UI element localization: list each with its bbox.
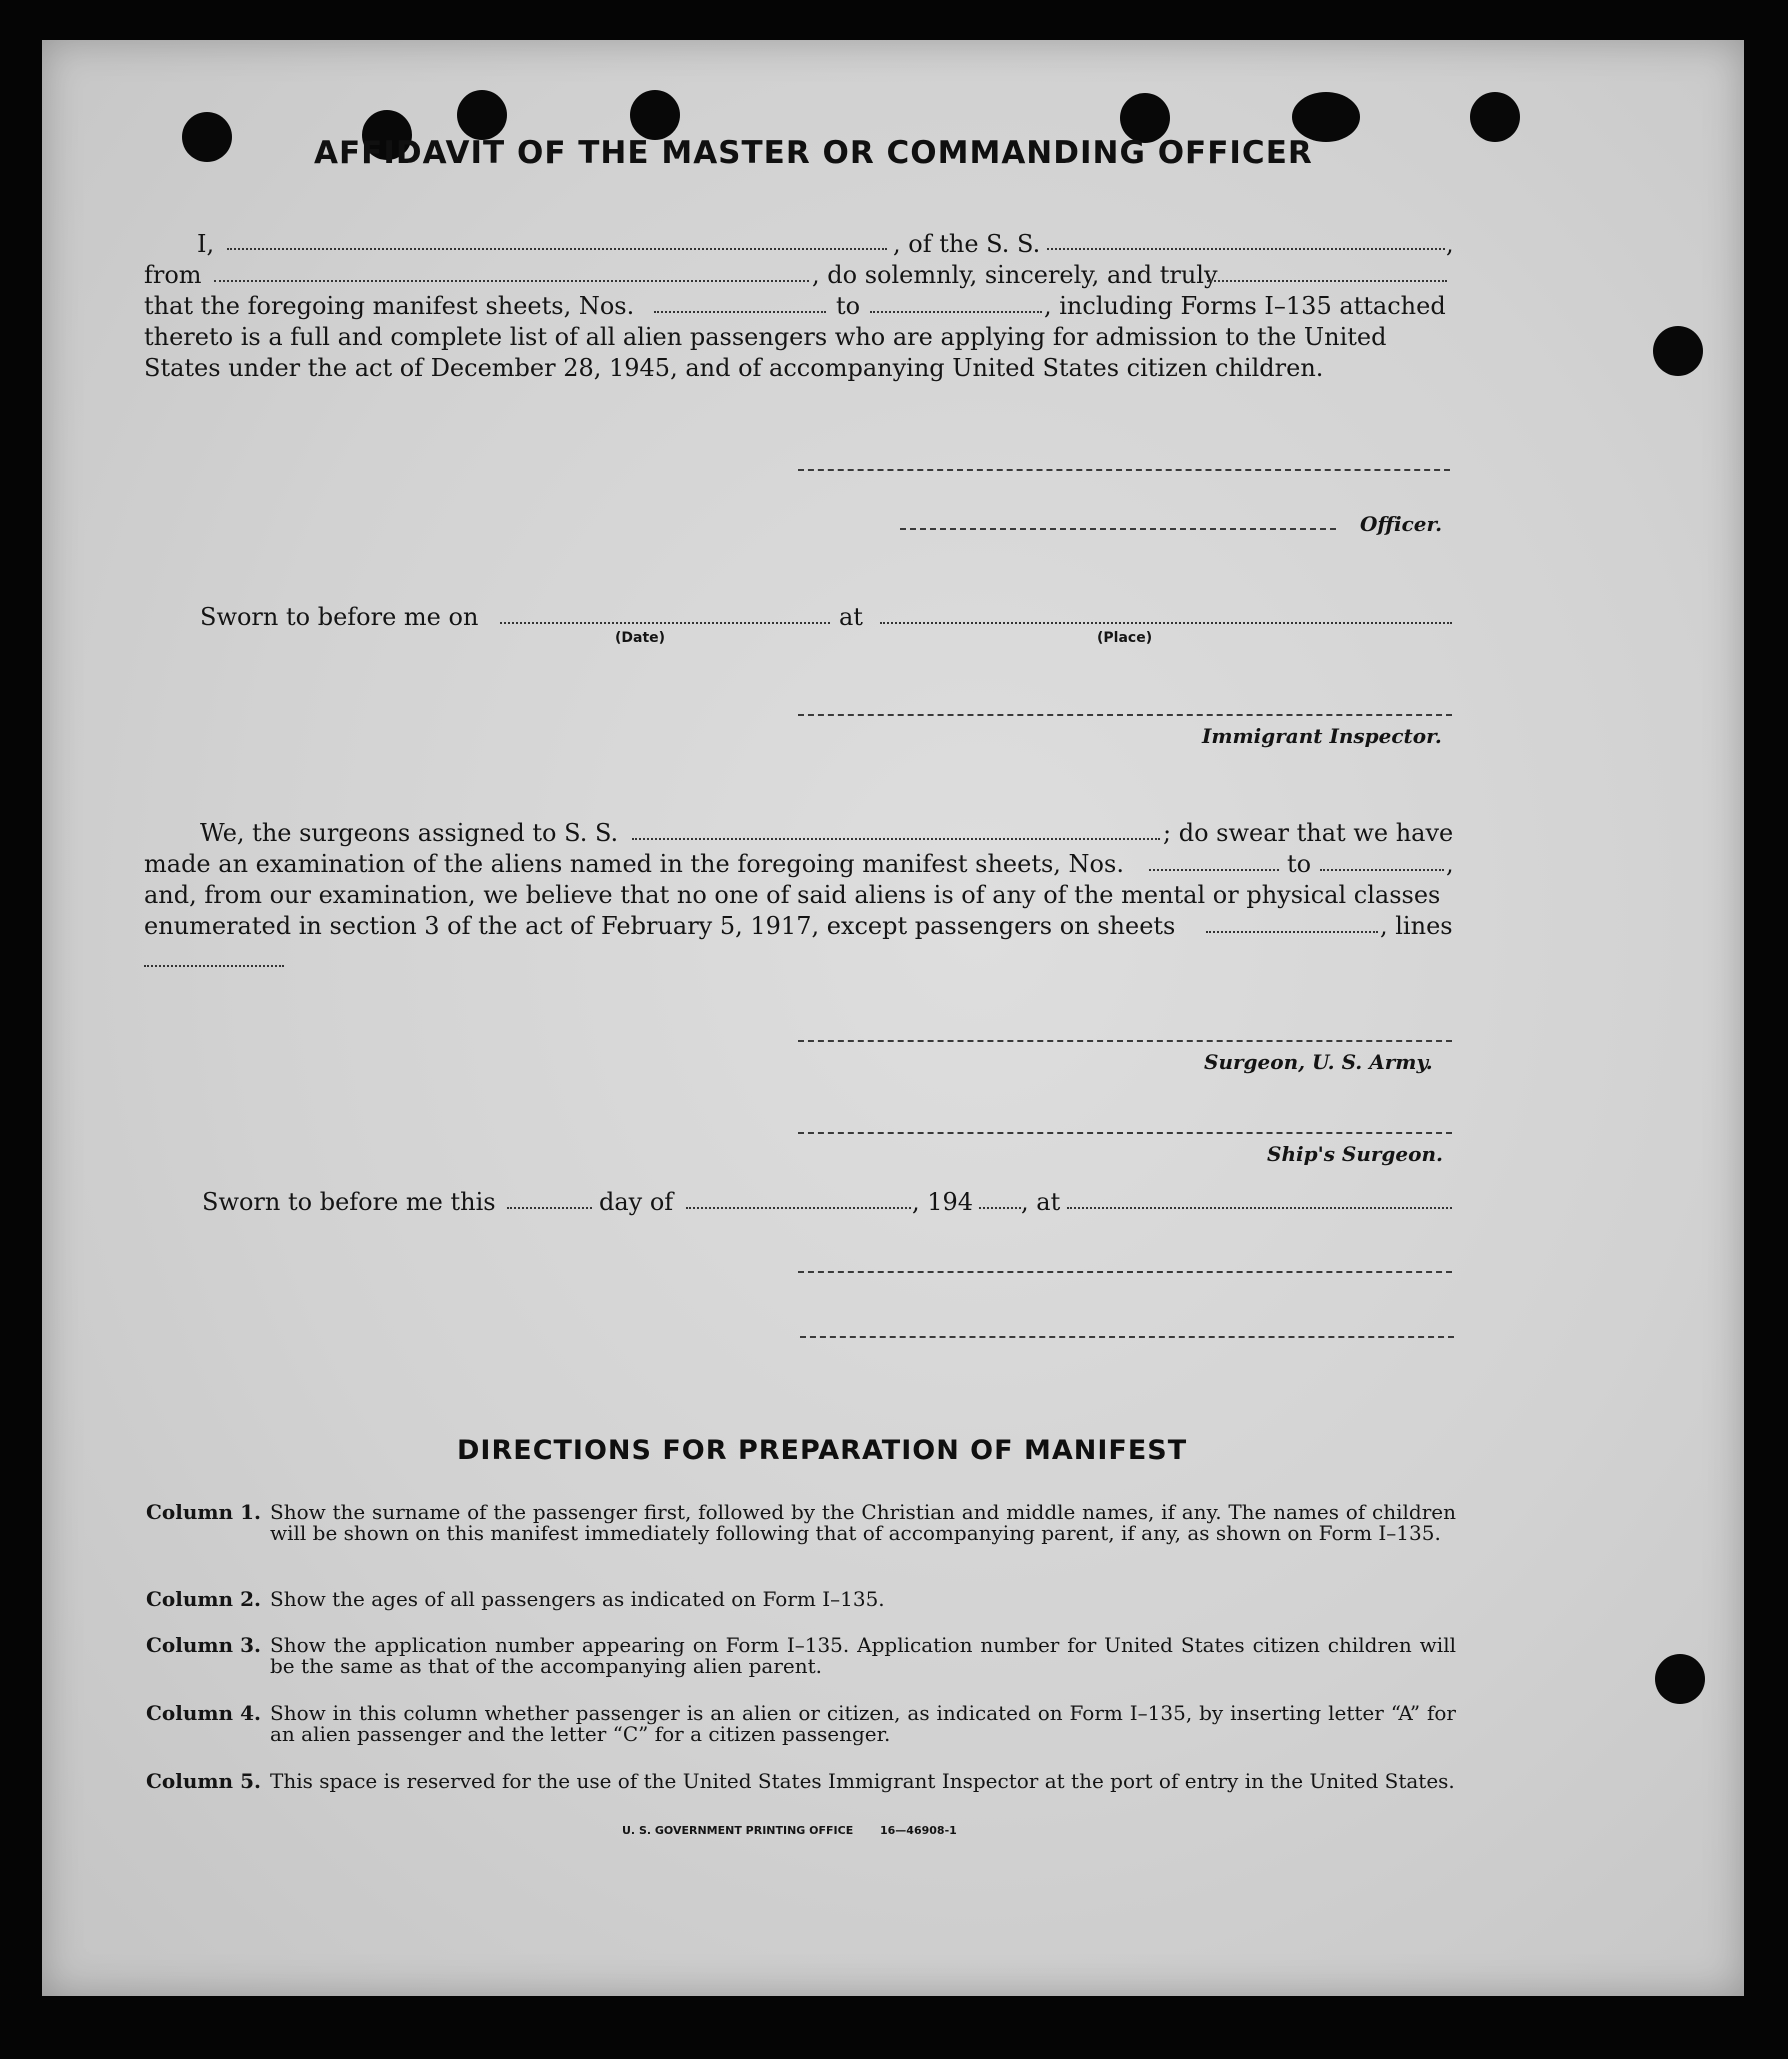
signature-line[interactable]	[800, 1336, 1454, 1338]
directions-title: DIRECTIONS FOR PREPARATION OF MANIFEST	[457, 1435, 1188, 1466]
sworn-date-field[interactable]	[500, 622, 830, 624]
manifest-nos-text: that the foregoing manifest sheets, Nos.	[144, 292, 635, 320]
affidavit-line: States under the act of December 28, 1945, and of accompanying United States citizen children.	[144, 354, 1324, 382]
sworn-place-field[interactable]	[880, 622, 1452, 624]
sheet-from-field[interactable]	[654, 311, 826, 313]
forms-text: , including Forms I–135 attached	[1044, 292, 1446, 320]
punch-hole	[630, 90, 680, 140]
column-label: Column 4.	[146, 1701, 261, 1725]
surgeons-line: enumerated in section 3 of the act of February 5, 1917, except passengers on sheets	[144, 912, 1176, 940]
sworn-at-place-field[interactable]	[1067, 1207, 1452, 1209]
printing-office: U. S. GOVERNMENT PRINTING OFFICE	[622, 1824, 854, 1837]
officer-signature-line[interactable]	[798, 469, 1450, 471]
ship-surgeon-signature-line[interactable]	[798, 1132, 1452, 1134]
column-label: Column 1.	[146, 1500, 261, 1524]
column-label: Column 3.	[146, 1633, 261, 1657]
surgeons-nos-text: made an examination of the aliens named in the foregoing manifest sheets, Nos.	[144, 850, 1124, 878]
sworn-day-field[interactable]	[507, 1207, 592, 1209]
oath-field[interactable]	[1207, 280, 1447, 282]
column-label: Column 5.	[146, 1769, 261, 1793]
to-label: to	[836, 292, 861, 320]
ship-name-field[interactable]	[1047, 248, 1445, 250]
ship-surgeon-caption: Ship's Surgeon.	[1267, 1142, 1443, 1166]
date-caption: (Date)	[615, 630, 666, 646]
place-caption: (Place)	[1097, 630, 1153, 646]
swear-text: ; do swear that we have	[1163, 819, 1454, 847]
comma: ,	[1446, 230, 1454, 258]
inspector-signature-line[interactable]	[798, 714, 1452, 716]
surgeons-text: We, the surgeons assigned to S. S.	[200, 819, 619, 847]
officer-title-line[interactable]	[900, 528, 1336, 530]
punch-hole	[1653, 326, 1703, 376]
surgeon-sheet-from-field[interactable]	[1149, 869, 1279, 871]
punch-hole	[457, 90, 507, 140]
affidavit-line: thereto is a full and complete list of all alien passengers who are applying for admission to the United	[144, 323, 1387, 351]
column-description: This space is reserved for the use of the United States Immigrant Inspector at the port of entry in the United States.	[270, 1769, 1455, 1793]
at-label: at	[839, 603, 863, 631]
officer-caption: Officer.	[1360, 512, 1443, 536]
sworn-label: Sworn to before me on	[200, 603, 479, 631]
sworn-at-label: , at	[1021, 1188, 1061, 1216]
sheet-to-field[interactable]	[870, 311, 1042, 313]
sworn-this-label: Sworn to before me this	[202, 1188, 496, 1216]
column-description: Show the application number appearing on Form I–135. Application number for United States citizen children will be the same as that of the accompanying alien parent.	[270, 1633, 1456, 1678]
from-port-field[interactable]	[214, 280, 809, 282]
column-description: Show in this column whether passenger is an alien or citizen, as indicated on Form I–135, by inserting letter “A” for an alien passenger and the letter “C” for a citizen passenger.	[270, 1701, 1456, 1746]
column-description: Show the surname of the passenger first, followed by the Christian and middle names, if any. The names of children will be shown on this manifest immediately following that of accompanying parent, if any, as shown on Form I–135.	[270, 1500, 1456, 1545]
surgeon-ship-field[interactable]	[632, 838, 1160, 840]
solemnly-text: , do solemnly, sincerely, and truly	[812, 261, 1218, 289]
master-name-field[interactable]	[227, 248, 887, 250]
sworn-month-field[interactable]	[686, 1207, 911, 1209]
surgeons-to-label: to	[1287, 850, 1312, 878]
punch-hole	[182, 112, 232, 162]
document-page	[42, 40, 1744, 1996]
punch-hole	[1655, 1654, 1705, 1704]
army-surgeon-signature-line[interactable]	[798, 1040, 1452, 1042]
surgeon-sheet-to-field[interactable]	[1320, 869, 1444, 871]
signature-line[interactable]	[798, 1271, 1452, 1273]
sworn-year-field[interactable]	[979, 1207, 1021, 1209]
day-of-label: day of	[599, 1188, 674, 1216]
of-ss-label: , of the S. S.	[893, 230, 1041, 258]
surgeons-line: and, from our examination, we believe that no one of said aliens is of any of the mental or physical classes	[144, 881, 1441, 909]
from-label: from	[144, 261, 202, 289]
affidavit-i-label: I,	[197, 230, 215, 258]
inspector-caption: Immigrant Inspector.	[1202, 724, 1442, 748]
army-surgeon-caption: Surgeon, U. S. Army.	[1204, 1050, 1433, 1074]
lines-label: , lines	[1380, 912, 1453, 940]
column-label: Column 2.	[146, 1587, 261, 1611]
form-code: 16—46908‑1	[880, 1824, 957, 1837]
page-title: AFFIDAVIT OF THE MASTER OR COMMANDING OFFICER	[314, 135, 1313, 171]
comma: ,	[1446, 850, 1454, 878]
punch-hole	[1470, 92, 1520, 142]
except-sheets-field[interactable]	[1206, 931, 1378, 933]
except-lines-field[interactable]	[144, 965, 284, 967]
column-description: Show the ages of all passengers as indicated on Form I–135.	[270, 1587, 885, 1611]
year-prefix: , 194	[912, 1188, 974, 1216]
